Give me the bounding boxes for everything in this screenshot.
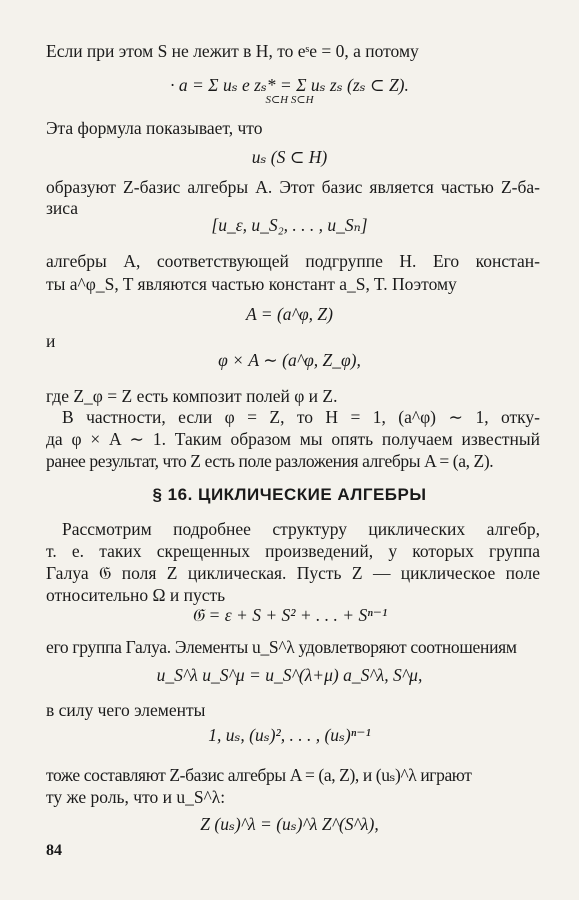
formula: Z (uₛ)^λ = (uₛ)^λ Z^(S^λ), bbox=[200, 814, 379, 834]
formula: [u_ε, u_S₂, . . . , u_Sₙ] bbox=[211, 215, 368, 235]
text-line: алгебры A, соответствующей подгруппе H. Его констан- bbox=[46, 251, 540, 271]
formula: 1, uₛ, (uₛ)², . . . , (uₛ)ⁿ⁻¹ bbox=[208, 725, 371, 745]
text-line: образуют Z-базис алгебры A. Этот базис является частью Z-ба- bbox=[46, 177, 540, 197]
text-line: Если при этом S не лежит в H, то eˢe = 0, а потому bbox=[46, 41, 419, 61]
text-line: и bbox=[46, 331, 56, 351]
text-line: тоже составляют Z-базис алгебры A = (a, Z), и (uₛ)^λ играют bbox=[46, 765, 472, 785]
text-line: В частности, если φ = Z, то H = 1, (a^φ) ∼ 1, отку- bbox=[62, 407, 540, 427]
formula: 𝔊 = ε + S + S² + . . . + Sⁿ⁻¹ bbox=[191, 605, 388, 625]
formula: φ × A ∼ (a^φ, Z_φ), bbox=[218, 350, 361, 370]
text-line: относительно Ω и пусть bbox=[46, 585, 226, 605]
formula: uₛ (S ⊂ H) bbox=[251, 147, 328, 167]
formula: u_S^λ u_S^μ = u_S^(λ+μ) a_S^λ, S^μ, bbox=[156, 665, 423, 685]
text-line: его группа Галуа. Элементы u_S^λ удовлетворяют соотношениям bbox=[46, 637, 517, 657]
text-line: ты a^φ_S, T являются частью констант a_S, T. Поэтому bbox=[46, 274, 457, 294]
text-line: где Z_φ = Z есть композит полей φ и Z. bbox=[46, 386, 338, 406]
text-line: Галуа 𝔊 поля Z циклическая. Пусть Z — циклическое поле bbox=[46, 563, 540, 583]
text-line: Рассмотрим подробнее структуру циклических алгебр, bbox=[62, 519, 540, 539]
section-heading: § 16. ЦИКЛИЧЕСКИЕ АЛГЕБРЫ bbox=[152, 485, 427, 504]
text-line: Эта формула показывает, что bbox=[46, 118, 263, 138]
text-line: зиса bbox=[46, 198, 79, 218]
text-line: ранее результат, что Z есть поле разложения алгебры A = (a, Z). bbox=[46, 451, 494, 471]
formula: A = (a^φ, Z) bbox=[246, 304, 333, 324]
page-number: 84 bbox=[46, 842, 62, 859]
text-line: ту же роль, что и u_S^λ: bbox=[46, 787, 226, 807]
text-line: да φ × A ∼ 1. Таким образом мы опять получаем известный bbox=[46, 429, 540, 449]
text-line: в силу чего элементы bbox=[46, 700, 206, 720]
formula: · a = Σ uₛ e zₛ* = Σ uₛ zₛ (zₛ ⊂ Z). bbox=[170, 75, 409, 95]
formula-subscript: S⊂H S⊂H bbox=[265, 94, 314, 106]
text-line: т. е. таких скрещенных произведений, у которых группа bbox=[46, 541, 540, 561]
